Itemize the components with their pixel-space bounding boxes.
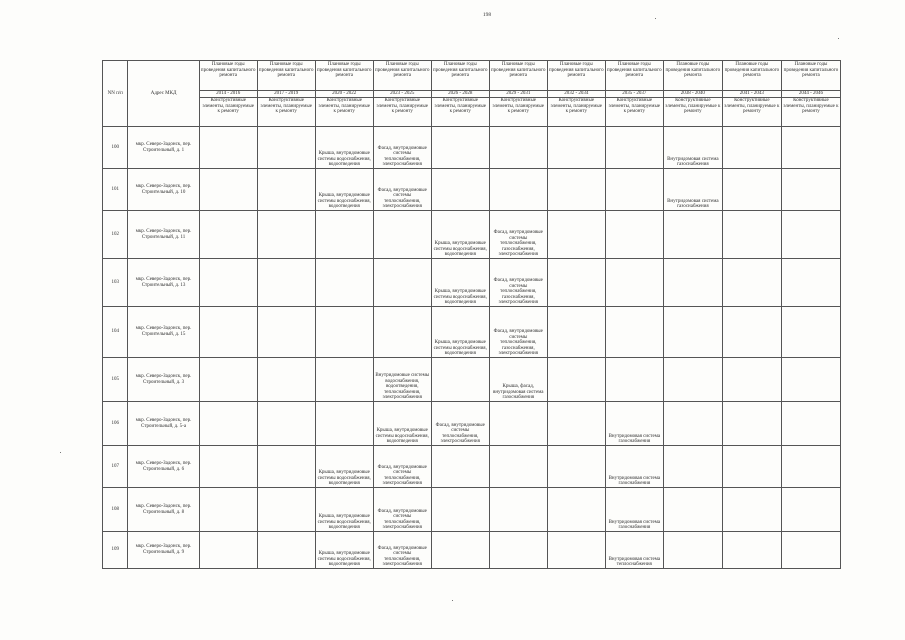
repair-elements-cell (663, 402, 722, 446)
repair-elements-cell (199, 169, 257, 211)
row-number: 106 (103, 402, 128, 446)
repair-elements-cell (781, 307, 840, 358)
header-period-label: Плановые годы проведения капитального ремонта (489, 61, 547, 91)
repair-elements-cell: Фасад, внутридомовые системы теплоснабжения, газоснабжения, электроснабжения (489, 211, 547, 259)
repair-elements-cell (199, 446, 257, 488)
repair-elements-cell: Крыша, внутридомовые системы водоснабжения, водоотведения (315, 532, 373, 569)
repair-elements-cell (199, 532, 257, 569)
header-ranges-row (103, 91, 841, 98)
repair-elements-cell: Крыша, внутридомовые системы водоснабжения, водоотведения (431, 259, 489, 307)
row-address: мкр. Северо-Задонск, пер. Строительный, д. 15 (128, 307, 199, 358)
repair-elements-cell: Внутридомовая система теплоснабжения (605, 532, 663, 569)
header-period-range: 2035 - 2037 (605, 91, 663, 98)
repair-elements-cell (257, 169, 315, 211)
header-period-range: 2014 - 2016 (199, 91, 257, 98)
header-period-range: 2023 - 2025 (373, 91, 431, 98)
repair-elements-cell (199, 211, 257, 259)
table-row (103, 446, 841, 488)
repair-elements-cell (722, 169, 781, 211)
repair-elements-cell (257, 211, 315, 259)
repair-elements-cell: Крыша, внутридомовые системы водоснабжения, водоотведения (373, 402, 431, 446)
table-row (103, 402, 841, 446)
header-period-label: Плановые годы проведения капитального ремонта (315, 61, 373, 91)
scan-speck (60, 452, 61, 453)
repair-elements-cell: Внутридомовая система газоснабжения (663, 127, 722, 169)
repair-elements-cell (547, 169, 605, 211)
header-element-label: Конструктивные элементы, планируемые к ремонту (489, 98, 547, 127)
page-number: 198 (482, 12, 492, 18)
repair-elements-cell (605, 211, 663, 259)
header-period-label: Плановые годы проведения капитального ремонта (722, 61, 781, 91)
header-element-label: Конструктивные элементы, планируемые к ремонту (547, 98, 605, 127)
repair-elements-cell (722, 307, 781, 358)
table-row (103, 211, 841, 259)
repair-elements-cell: Внутридомовая система газоснабжения (605, 488, 663, 532)
repair-elements-cell (663, 532, 722, 569)
repair-elements-cell: Фасад, внутридомовые системы теплоснабжения, электроснабжения (431, 402, 489, 446)
repair-elements-cell (489, 488, 547, 532)
row-address: мкр. Северо-Задонск, пер. Строительный, д. 8 (128, 488, 199, 532)
header-element-label: Конструктивные элементы, планируемые к ремонту (722, 98, 781, 127)
table-row (103, 488, 841, 532)
repair-elements-cell (315, 259, 373, 307)
repair-elements-cell (547, 358, 605, 402)
repair-elements-cell (663, 488, 722, 532)
table-row (103, 127, 841, 169)
repair-elements-cell (257, 307, 315, 358)
scan-speck (655, 18, 656, 19)
header-element-label: Конструктивные элементы, планируемые к ремонту (605, 98, 663, 127)
scan-speck (452, 600, 453, 601)
repair-elements-cell: Внутридомовые системы водоснабжения, водоотведения, теплоснабжения, электроснабжения (373, 358, 431, 402)
header-period-label: Плановые годы проведения капитального ремонта (663, 61, 722, 91)
repair-elements-cell (722, 358, 781, 402)
header-elements-row (103, 98, 841, 127)
repair-elements-cell (781, 358, 840, 402)
repair-elements-cell (199, 488, 257, 532)
repair-elements-cell (722, 532, 781, 569)
row-address: мкр. Северо-Задонск, пер. Строительный, д. 11 (128, 211, 199, 259)
repair-elements-cell (663, 211, 722, 259)
repair-elements-cell (605, 127, 663, 169)
row-address: мкр. Северо-Задонск, пер. Строительный, д. 6 (128, 446, 199, 488)
row-number: 105 (103, 358, 128, 402)
repair-elements-cell: Крыша, внутридомовые системы водоснабжения, водоотведения (315, 127, 373, 169)
header-period-label: Плановые годы проведения капитального ремонта (605, 61, 663, 91)
repair-elements-cell (781, 532, 840, 569)
repair-elements-cell: Фасад, внутридомовые системы теплоснабжения, электроснабжения (373, 532, 431, 569)
repair-elements-cell (605, 169, 663, 211)
repair-elements-cell (431, 358, 489, 402)
repair-elements-cell (489, 446, 547, 488)
repair-elements-cell (373, 211, 431, 259)
header-period-label: Плановые годы проведения капитального ремонта (547, 61, 605, 91)
repair-elements-cell: Фасад, внутридомовые системы теплоснабжения, газоснабжения, электроснабжения (489, 307, 547, 358)
repair-elements-cell (315, 211, 373, 259)
header-period-label: Плановые годы проведения капитального ремонта (431, 61, 489, 91)
repair-elements-cell (257, 446, 315, 488)
repair-elements-cell (547, 307, 605, 358)
header-period-range: 2032 - 2034 (547, 91, 605, 98)
repair-elements-cell (431, 127, 489, 169)
repair-elements-cell (199, 259, 257, 307)
repair-elements-cell (489, 127, 547, 169)
header-element-label: Конструктивные элементы, планируемые к ремонту (199, 98, 257, 127)
repair-elements-cell: Фасад, внутридомовые системы теплоснабжения, электроснабжения (373, 446, 431, 488)
row-address: мкр. Северо-Задонск, пер. Строительный, д. 9 (128, 532, 199, 569)
header-period-range: 2017 - 2019 (257, 91, 315, 98)
header-period-range: 2020 - 2022 (315, 91, 373, 98)
repair-elements-cell (431, 446, 489, 488)
repair-elements-cell (663, 259, 722, 307)
header-period-range: 2041 - 2043 (722, 91, 781, 98)
repair-elements-cell (199, 127, 257, 169)
repair-elements-cell (722, 446, 781, 488)
repair-elements-cell (781, 488, 840, 532)
repair-elements-cell (663, 358, 722, 402)
row-address: мкр. Северо-Задонск, пер. Строительный, д. 13 (128, 259, 199, 307)
row-number: 104 (103, 307, 128, 358)
repair-elements-cell: Внутридомовая система газоснабжения (605, 402, 663, 446)
header-period-range: 2026 - 2028 (431, 91, 489, 98)
repair-elements-cell (547, 211, 605, 259)
row-address: мкр. Северо-Задонск, пер. Строительный, д. 1 (128, 127, 199, 169)
repair-elements-cell (722, 402, 781, 446)
repair-elements-cell (257, 402, 315, 446)
header-period-label: Плановые годы проведения капитального ремонта (373, 61, 431, 91)
repair-elements-cell (605, 307, 663, 358)
repair-elements-cell (257, 532, 315, 569)
row-number: 100 (103, 127, 128, 169)
repair-elements-cell (781, 402, 840, 446)
row-address: мкр. Северо-Задонск, пер. Строительный, д. 3 (128, 358, 199, 402)
row-number: 107 (103, 446, 128, 488)
repair-elements-cell: Крыша, внутридомовые системы водоснабжения, водоотведения (431, 307, 489, 358)
repair-elements-cell: Крыша, внутридомовые системы водоснабжения, водоотведения (315, 488, 373, 532)
table-row (103, 259, 841, 307)
repair-elements-cell (257, 127, 315, 169)
repair-elements-cell (663, 446, 722, 488)
table-body (103, 127, 841, 569)
repair-elements-cell (315, 358, 373, 402)
header-period-range: 2029 - 2031 (489, 91, 547, 98)
repair-elements-cell (199, 307, 257, 358)
repair-elements-cell (781, 259, 840, 307)
repair-elements-cell: Крыша, внутридомовые системы водоснабжения, водоотведения (431, 211, 489, 259)
repair-elements-cell (605, 259, 663, 307)
header-element-label: Конструктивные элементы, планируемые к ремонту (257, 98, 315, 127)
header-period-range: 2044 - 2046 (781, 91, 840, 98)
repair-elements-cell: Фасад, внутридомовые системы теплоснабжения, электроснабжения (373, 127, 431, 169)
header-address: Адрес МКД (128, 61, 199, 127)
repair-elements-cell (489, 402, 547, 446)
row-number: 109 (103, 532, 128, 569)
table-row (103, 307, 841, 358)
capital-repair-plan-table (102, 60, 841, 569)
repair-elements-cell (431, 488, 489, 532)
repair-elements-cell: Фасад, внутридомовые системы теплоснабжения, электроснабжения (373, 488, 431, 532)
repair-elements-cell (547, 402, 605, 446)
header-periods-row (103, 61, 841, 91)
repair-elements-cell (199, 402, 257, 446)
row-number: 101 (103, 169, 128, 211)
header-period-label: Плановые годы проведения капитального ремонта (781, 61, 840, 91)
header-element-label: Конструктивные элементы, планируемые к ремонту (663, 98, 722, 127)
repair-elements-cell: Фасад, внутридомовые системы теплоснабжения, электроснабжения (373, 169, 431, 211)
repair-elements-cell (373, 259, 431, 307)
row-address: мкр. Северо-Задонск, пер. Строительный, д. 10 (128, 169, 199, 211)
repair-elements-cell (781, 446, 840, 488)
repair-elements-cell (199, 358, 257, 402)
header-period-label: Плановые годы проведения капитального ремонта (257, 61, 315, 91)
repair-elements-cell (663, 307, 722, 358)
row-address: мкр. Северо-Задонск, пер. Строительный, д. 5-а (128, 402, 199, 446)
repair-elements-cell (257, 488, 315, 532)
header-element-label: Конструктивные элементы, планируемые к ремонту (373, 98, 431, 127)
repair-elements-cell (781, 127, 840, 169)
repair-elements-cell (431, 169, 489, 211)
repair-elements-cell (722, 211, 781, 259)
repair-elements-cell (489, 169, 547, 211)
table-row (103, 532, 841, 569)
repair-elements-cell (257, 358, 315, 402)
repair-elements-cell (315, 402, 373, 446)
repair-elements-cell (547, 446, 605, 488)
table-row (103, 169, 841, 211)
table-row (103, 358, 841, 402)
row-number: 103 (103, 259, 128, 307)
header-number: NN п/п (103, 61, 128, 127)
header-element-label: Конструктивные элементы, планируемые к ремонту (781, 98, 840, 127)
header-element-label: Конструктивные элементы, планируемые к ремонту (431, 98, 489, 127)
repair-elements-cell: Крыша, фасад, внутридомовая система газоснабжения (489, 358, 547, 402)
repair-elements-cell: Внутридомовая система газоснабжения (605, 446, 663, 488)
row-number: 102 (103, 211, 128, 259)
repair-elements-cell (257, 259, 315, 307)
repair-elements-cell (605, 358, 663, 402)
repair-elements-cell (781, 169, 840, 211)
repair-elements-cell (547, 259, 605, 307)
header-period-range: 2038 - 2040 (663, 91, 722, 98)
repair-elements-cell (722, 488, 781, 532)
scan-speck (838, 38, 839, 39)
repair-elements-cell (373, 307, 431, 358)
repair-elements-cell: Крыша, внутридомовые системы водоснабжения, водоотведения (315, 169, 373, 211)
repair-elements-cell (547, 127, 605, 169)
header-element-label: Конструктивные элементы, планируемые к ремонту (315, 98, 373, 127)
repair-elements-cell (547, 532, 605, 569)
repair-elements-cell: Крыша, внутридомовые системы водоснабжения, водоотведения (315, 446, 373, 488)
repair-elements-cell (547, 488, 605, 532)
repair-elements-cell (722, 259, 781, 307)
repair-elements-cell: Фасад, внутридомовые системы теплоснабжения, газоснабжения, электроснабжения (489, 259, 547, 307)
row-number: 108 (103, 488, 128, 532)
repair-elements-cell (781, 211, 840, 259)
repair-elements-cell: Внутридомовая система газоснабжения (663, 169, 722, 211)
repair-elements-cell (315, 307, 373, 358)
repair-elements-cell (722, 127, 781, 169)
repair-elements-cell (489, 532, 547, 569)
repair-elements-cell (431, 532, 489, 569)
header-period-label: Плановые годы проведения капитального ремонта (199, 61, 257, 91)
